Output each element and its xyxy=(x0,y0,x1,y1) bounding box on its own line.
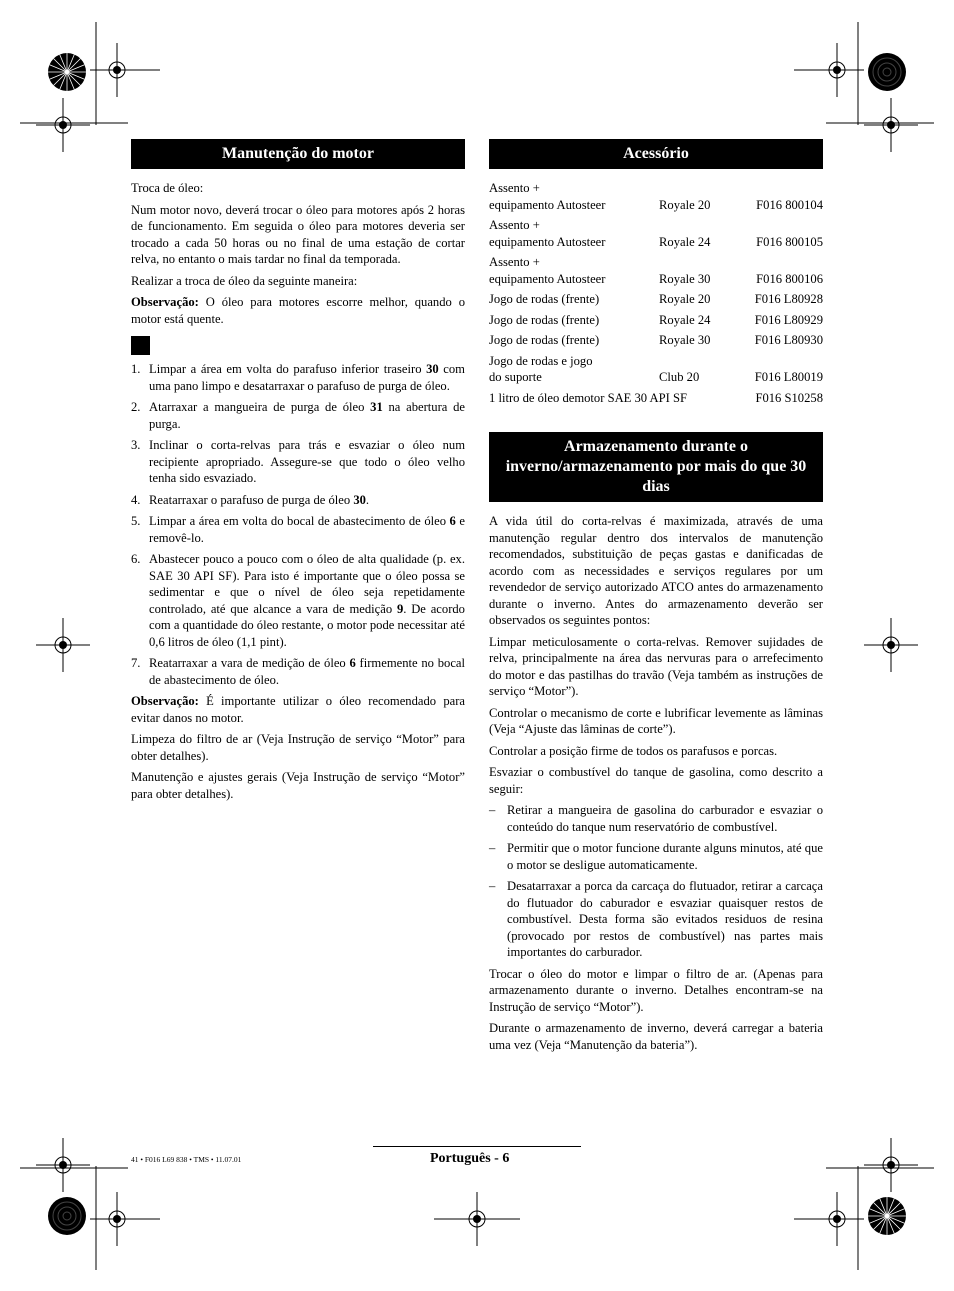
step-text: na abertura de purga. xyxy=(149,400,466,431)
step-text: e removê-lo. xyxy=(149,514,465,545)
step-text: Reatarraxar o parafuso de purga de óleo xyxy=(149,492,354,507)
accessory-model: Royale 24 xyxy=(659,234,711,249)
step-item xyxy=(131,437,465,487)
dash-item xyxy=(489,878,823,961)
accessory-row xyxy=(489,332,823,353)
accessory-row xyxy=(489,254,823,291)
step-item xyxy=(131,655,465,688)
fuel-drain-list xyxy=(489,802,823,961)
note-label: Observação: xyxy=(131,295,199,309)
step-item xyxy=(131,513,465,546)
dash-bullet: – xyxy=(489,841,496,855)
accessory-item: Jogo de rodas (frente) xyxy=(489,312,600,327)
accessory-model: Royale 30 xyxy=(659,271,711,286)
accessory-code: F016 L80930 xyxy=(754,333,823,347)
accessory-row xyxy=(489,390,823,411)
accessory-row xyxy=(489,180,823,217)
step-number: 1. xyxy=(131,362,141,376)
accessory-code: F016 L80929 xyxy=(754,312,823,327)
section-heading-accessories: Acessório xyxy=(489,139,823,169)
step-number: 6. xyxy=(131,552,141,566)
accessories-table xyxy=(489,180,823,410)
step-number: 5. xyxy=(131,514,141,528)
accessory-model: Royale 24 xyxy=(659,312,711,327)
paragraph: Esvaziar o combustível do tanque de gasolina, como descrito a seguir: xyxy=(489,765,823,796)
accessory-item: Assento + equipamento Autosteer xyxy=(489,181,606,212)
accessory-model: Royale 20 xyxy=(659,197,711,212)
step-ref: 6 xyxy=(349,656,356,670)
accessory-model: Royale 30 xyxy=(659,333,711,347)
step-number: 2. xyxy=(131,400,141,414)
step-ref: 9 xyxy=(396,601,404,616)
step-ref: 6 xyxy=(449,514,456,528)
step-item xyxy=(131,399,465,432)
accessory-code: F016 L80928 xyxy=(754,292,823,306)
page-number: Português - 6 xyxy=(430,1151,510,1166)
accessory-item: Jogo de rodas e jogo do suporte xyxy=(489,353,593,384)
accessory-code: F016 800105 xyxy=(756,234,823,249)
footer-print-code: 41 • F016 L69 838 • TMS • 11.07.01 xyxy=(131,1155,242,1164)
section-heading-winter-storage: Armazenamento durante o inverno/armazenamento por mais do que 30 dias xyxy=(489,432,823,502)
accessory-item: Assento + equipamento Autosteer xyxy=(489,218,606,249)
dash-item-text: Permitir que o motor funcione durante alguns minutos, até que o motor se desligue automaticamente. xyxy=(507,841,823,872)
step-item xyxy=(131,361,465,394)
step-text: Atarraxar a mangueira de purga de óleo xyxy=(149,400,371,414)
paragraph: Realizar a troca de óleo da seguinte maneira: xyxy=(131,273,358,288)
step-text: . xyxy=(365,492,370,507)
step-ref: 30 xyxy=(353,492,366,507)
dash-item-text: Desatarraxar a porca da carcaça do flutuador, retirar a carcaça do flutuador do caburador e esvaziar quaisquer restos de combustível. Desta forma são evitados residuos de resina (provocado por restos de combustível) nas partes mais importantes do carburador. xyxy=(507,879,823,959)
step-text: Abastecer pouco a pouco com o óleo de alta qualidade (p. ex. SAE 30 API SF). Para isto é importante que o óleo possa se sedimentar e que o nível de óleo seja repetidamente controlado, até que alcance a vara de medição xyxy=(149,552,465,616)
dash-item xyxy=(489,840,823,873)
step-number: 7. xyxy=(131,656,141,670)
paragraph: Trocar o óleo do motor e limpar o filtro de ar. (Apenas para armazenamento durante o inverno. Detalhes encontram-se na Instrução de serviço “Motor”). xyxy=(489,966,823,1014)
accessory-item: Assento + equipamento Autosteer xyxy=(489,255,606,286)
paragraph: Limpar meticulosamente o corta-relvas. Remover sujidades de relva, principalmente na área das nervuras para o arrefecimento do motor e das pastilhas do travão (Veja também as instruções de serviço “Motor”). xyxy=(489,634,823,698)
accessory-code: F016 800104 xyxy=(756,197,823,212)
step-item xyxy=(131,551,465,650)
step-text: Reatarraxar a vara de medição de óleo xyxy=(149,656,350,670)
step-ref: 31 xyxy=(370,400,383,414)
dash-bullet: – xyxy=(489,803,496,817)
right-column xyxy=(489,139,823,1058)
accessory-item: Jogo de rodas (frente) xyxy=(489,292,600,306)
accessory-row xyxy=(489,217,823,254)
accessory-row xyxy=(489,291,823,312)
dash-item-text: Retirar a mangueira de gasolina do carburador e esvaziar o conteúdo do tanque num reservatório de combustível. xyxy=(507,803,823,834)
accessory-row xyxy=(489,312,823,333)
accessory-row xyxy=(489,353,823,390)
step-text: firmemente no bocal de abastecimento de óleo. xyxy=(149,656,465,687)
dash-item xyxy=(489,802,823,835)
paragraph: Durante o armazenamento de inverno, deverá carregar a bateria uma vez (Veja “Manutenção da bateria”). xyxy=(489,1021,823,1052)
step-text: Limpar a área em volta do parafuso inferior traseiro xyxy=(149,362,427,376)
accessory-item: Jogo de rodas (frente) xyxy=(489,333,600,347)
note-text: É importante utilizar o óleo recomendado para evitar danos no motor. xyxy=(131,694,465,725)
footer-rule xyxy=(373,1146,581,1147)
paragraph: A vida útil do corta-relvas é maximizada, através de uma manutenção regular dentro dos intervalos de manutenção recomendados, substituição de peças gastas e danificadas de acordo com as necessidades e serviços regulares por um revendedor de serviço autorizado ATCO antes do armazenamento durante o inverno. Antes do armazenamento deverão ser observados os seguintes pontos: xyxy=(489,514,823,627)
accessory-code: F016 800106 xyxy=(756,271,823,286)
note-paragraph xyxy=(131,294,465,327)
black-square-marker xyxy=(131,336,150,355)
step-text: com uma pano limpo e desatarraxar o parafuso de purga de óleo. xyxy=(149,362,465,393)
note-paragraph xyxy=(131,693,465,726)
paragraph: Controlar o mecanismo de corte e lubrificar levemente as lâminas (Veja “Ajuste das lâminas de corte”). xyxy=(489,705,823,736)
accessory-item: 1 litro de óleo demotor SAE 30 API SF xyxy=(489,390,688,405)
step-text: Limpar a área em volta do bocal de abastecimento de óleo xyxy=(149,514,450,528)
dash-bullet: – xyxy=(489,879,496,893)
accessory-code: F016 S10258 xyxy=(755,390,823,405)
paragraph: Num motor novo, deverá trocar o óleo para motores após 2 horas de funcionamento. Em seguida o óleo para motores deveria ser trocado a cada 50 horas ou no final de uma estação de cortar relva, no entanto o mais tardar no final da temporada. xyxy=(131,202,465,266)
step-number: 3. xyxy=(131,438,141,452)
accessory-model: Royale 20 xyxy=(659,292,711,306)
step-item xyxy=(131,492,465,509)
step-ref: 30 xyxy=(426,362,439,376)
paragraph: Troca de óleo: xyxy=(131,181,204,195)
step-text: . De acordo com a quantidade do óleo restante, o motor pode necessitar até 0,6 litros de óleo (1,1 pint). xyxy=(149,601,465,649)
paragraph: Controlar a posição firme de todos os parafusos e porcas. xyxy=(489,743,778,758)
paragraph: Manutenção e ajustes gerais (Veja Instrução de serviço “Motor” para obter detalhes). xyxy=(131,770,465,801)
note-label: Observação: xyxy=(131,694,199,708)
left-column xyxy=(131,139,465,807)
section-heading-engine-maintenance: Manutenção do motor xyxy=(131,139,465,169)
step-text: Inclinar o corta-relvas para trás e esvaziar o óleo num recipiente apropriado. Assegure-se que todo o óleo velho tenha sido esvaziado. xyxy=(149,438,465,485)
accessory-model: Club 20 xyxy=(659,370,700,384)
paragraph: Limpeza do filtro de ar (Veja Instrução de serviço “Motor” para obter detalhes). xyxy=(131,732,465,763)
accessory-code: F016 L80019 xyxy=(754,370,823,384)
step-number: 4. xyxy=(131,492,141,507)
note-text: O óleo para motores escorre melhor, quando o motor está quente. xyxy=(131,295,465,326)
oil-change-steps xyxy=(131,361,465,688)
